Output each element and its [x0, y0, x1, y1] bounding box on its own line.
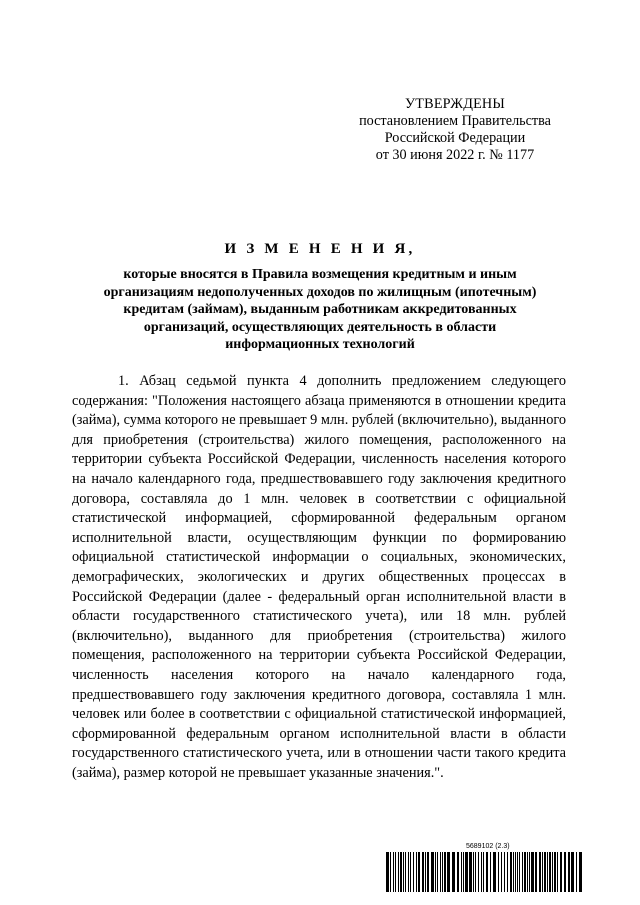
approval-line-2: Российской Федерации	[384, 130, 526, 146]
body-paragraph: 1. Абзац седьмой пункта 4 дополнить предложением следующего содержания: "Положения настоящего абзаца применяются в отношении кредита (займа), сумма которого не превышает 9 млн. рублей (включительно), выданного для приобретения (строительства) жилого помещения, расположенного на территории субъекта Российской Федерации, численность населения которого на начало календарного года, предшествовавшего году заключения кредитного договора, составляла до 1 млн. человек в соответствии с официальной статистической информацией, сформированной федеральным органом исполнительной власти, осуществляющим функции по формированию официальной статистической информации о социальных, экономических, демографических, экологических и других общественных процессах в Российской Федерации (далее - федеральный орган исполнительной власти в области государственного статистического учета), или 18 млн. рублей (включительно), выданного для приобретения (строительства) жилого помещения, расположенного на территории субъекта Российской Федерации, численность населения которого на начало календарного года, предшествовавшего году заключения кредитного договора, составляла 1 млн. человек или более в соответствии с официальной статистической информацией, сформированной федеральным органом исполнительной власти в области государственного статистического учета, или в отношении части такого кредита (займа), размер которой не превышает указанные значения.".	[72, 373, 567, 781]
approval-line-3: от 30 июня 2022 г. № 1177	[375, 147, 535, 163]
barcode-number: 5689102 (2.3)	[466, 843, 510, 850]
approval-line-1: постановлением Правительства	[359, 113, 551, 129]
document-title: И З М Е Н Е Н И Я,	[224, 241, 416, 257]
approval-title: УТВЕРЖДЕНЫ	[405, 96, 505, 112]
barcode-bars	[384, 852, 584, 894]
document-subtitle: которые вносятся в Правила возмещения кредитным и иным организациям недополученных доходов по жилищным (ипотечным) кредитам (займам), выданным работникам аккредитованных организаций, осуществляющих деятельность в области информационных технологий	[103, 267, 537, 353]
approval-stamp	[340, 96, 570, 164]
barcode	[384, 843, 584, 895]
